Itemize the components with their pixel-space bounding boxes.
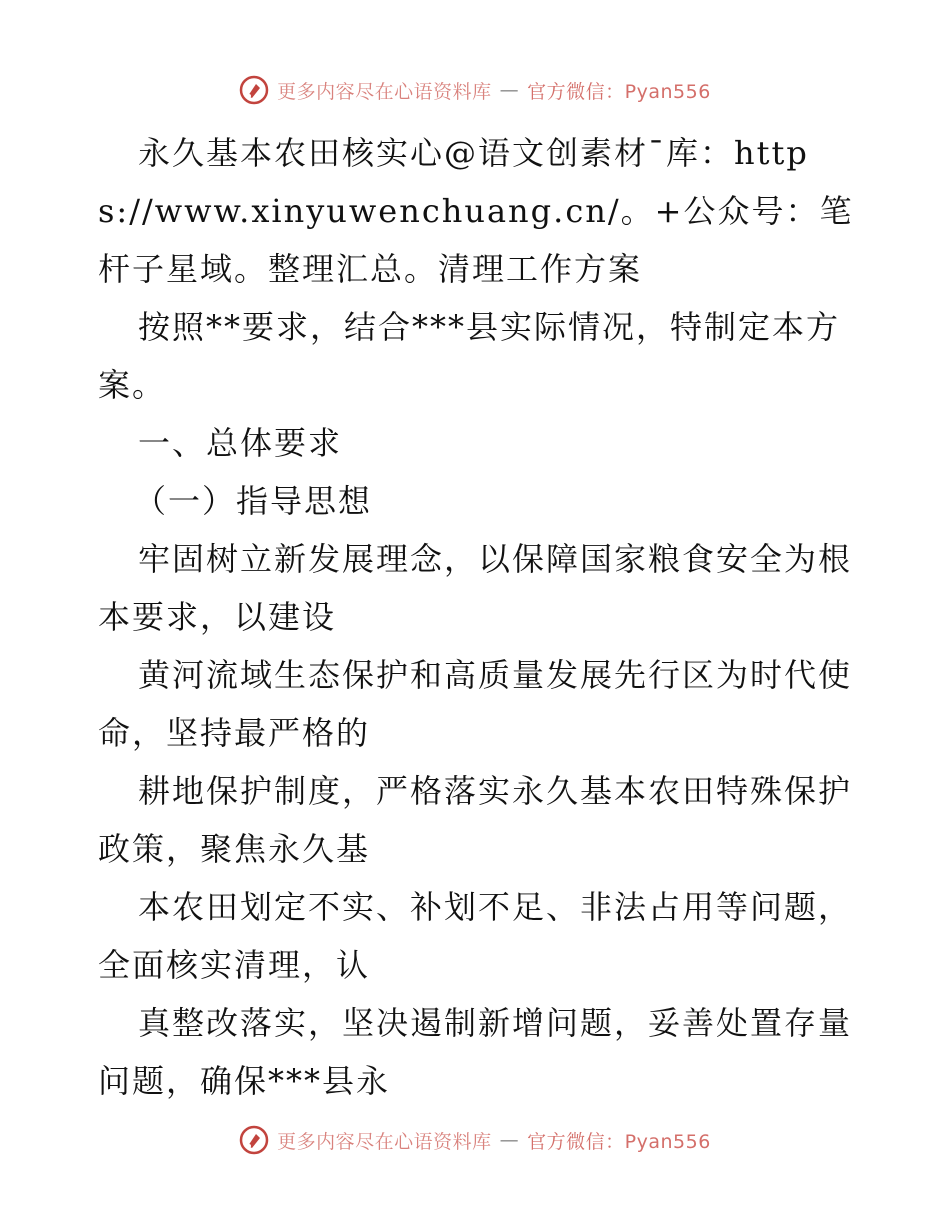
watermark-brand-text: 更多内容尽在心语资料库 xyxy=(277,1130,492,1153)
pen-nib-logo-icon xyxy=(239,75,269,105)
paragraph-line: 牢固树立新发展理念，以保障国家粮食安全为根本要求，以建设 xyxy=(98,540,853,636)
paragraph-line: 黄河流域生态保护和高质量发展先行区为时代使命，坚持最严格的 xyxy=(98,656,853,752)
paragraph-line: 耕地保护制度，严格落实永久基本农田特殊保护政策，聚焦永久基 xyxy=(98,772,853,868)
watermark-separator: — xyxy=(499,79,520,101)
document-body xyxy=(98,124,858,1110)
watermark-brand-text: 更多内容尽在心语资料库 xyxy=(277,80,492,103)
watermark-separator: — xyxy=(499,1129,520,1151)
pen-nib-logo-icon xyxy=(239,1125,269,1155)
paragraph-line: 本农田划定不实、补划不足、非法占用等问题，全面核实清理，认 xyxy=(98,888,853,984)
paragraph-intro: 按照**要求，结合***县实际情况，特制定本方案。 xyxy=(98,308,841,404)
paragraph-title: 永久基本农田核实心@语文创素材¯库：https://www.xinyuwenchuang.cn/。+公众号：笔杆子星域。整理汇总。清理工作方案 xyxy=(98,134,854,288)
paragraph-line: 真整改落实，坚决遏制新增问题，妥善处置存量问题，确保***县永 xyxy=(98,1004,853,1100)
heading-general-requirements: 一、总体要求 xyxy=(138,424,343,462)
watermark-contact-text: 官方微信：Pyan556 xyxy=(527,80,711,103)
watermark-contact-text: 官方微信：Pyan556 xyxy=(527,1130,711,1153)
heading-guiding-ideology: （一）指导思想 xyxy=(134,482,373,520)
watermark-banner-bottom xyxy=(0,1120,950,1160)
watermark-banner-top xyxy=(0,70,950,110)
